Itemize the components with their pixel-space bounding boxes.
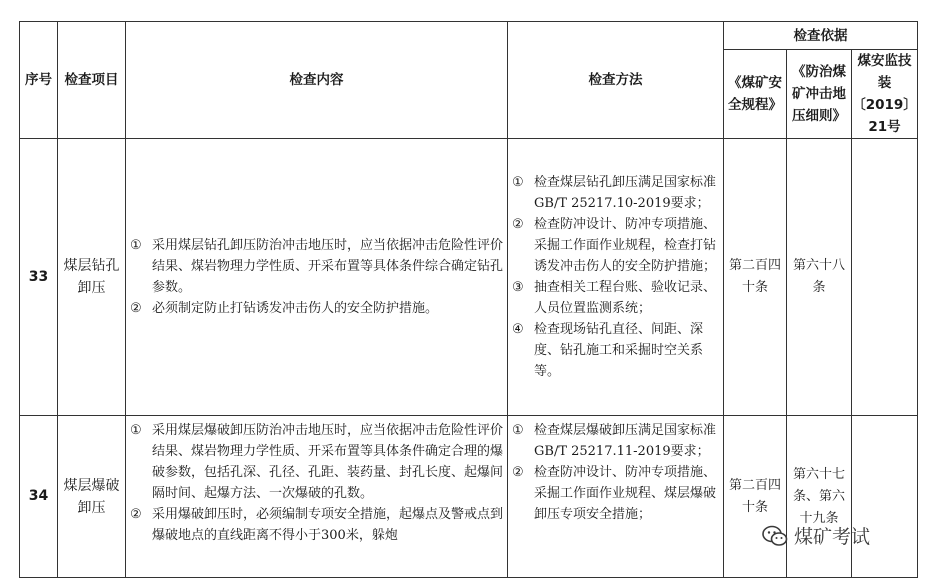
header-content: 检查内容 [126, 22, 508, 139]
row-basis-notice [852, 139, 918, 416]
row-basis-rules: 第六十七条、第六十九条 [787, 416, 852, 578]
list-item [512, 172, 719, 214]
list-marker: ① [512, 423, 524, 438]
row-item: 煤层钻孔卸压 [58, 139, 126, 416]
row-seq: 34 [20, 416, 58, 578]
row-basis-regulation: 第二百四十条 [724, 416, 787, 578]
list-text: 必须制定防止打钻诱发冲击伤人的安全防护措施。 [152, 301, 439, 316]
list-marker: ① [512, 175, 524, 190]
table-row [20, 416, 918, 578]
table-row [20, 139, 918, 416]
inspection-table [19, 21, 918, 578]
list-text: 采用爆破卸压时，必须编制专项安全措施，起爆点及警戒点到爆破地点的直线距离不得小于300米，躲炮 [152, 507, 504, 543]
header-basis-rules: 《防治煤矿冲击地压细则》 [787, 50, 852, 139]
row-basis-regulation: 第二百四十条 [724, 139, 787, 416]
list-text: 检查煤层钻孔卸压满足国家标准GB/T 25217.10-2019要求； [534, 175, 717, 211]
list-text: 检查现场钻孔直径、间距、深度、钻孔施工和采掘时空关系等。 [534, 322, 704, 379]
header-basis-notice: 煤安监技装〔2019〕21号 [852, 50, 918, 139]
list-item [130, 298, 503, 319]
row-content [126, 416, 508, 578]
list-text: 检查防冲设计、防冲专项措施、采掘工作面作业规程，检查打钻诱发冲击伤人的安全防护措施； [534, 217, 717, 274]
list-marker: ③ [512, 280, 524, 295]
list-text: 检查防冲设计、防冲专项措施、采掘工作面作业规程、煤层爆破卸压专项安全措施； [534, 465, 717, 522]
row-seq: 33 [20, 139, 58, 416]
list-text: 采用煤层钻孔卸压防治冲击地压时，应当依据冲击危险性评价结果、煤岩物理力学性质、开采布置等具体条件综合确定钻孔参数。 [152, 238, 504, 295]
list-marker: ④ [512, 322, 524, 337]
header-seq: 序号 [20, 22, 58, 139]
header-item: 检查项目 [58, 22, 126, 139]
row-method [508, 139, 724, 416]
watermark [762, 522, 870, 549]
row-basis-rules: 第六十八条 [787, 139, 852, 416]
header-method: 检查方法 [508, 22, 724, 139]
header-basis-regulation: 《煤矿安全规程》 [724, 50, 787, 139]
list-item [512, 462, 719, 525]
row-content [126, 139, 508, 416]
row-item: 煤层爆破卸压 [58, 416, 126, 578]
list-marker: ① [130, 238, 142, 253]
list-marker: ② [130, 507, 142, 522]
list-item [512, 214, 719, 277]
list-item [130, 420, 503, 504]
watermark-text: 煤矿考试 [794, 526, 871, 548]
list-marker: ② [512, 217, 524, 232]
list-text: 抽查相关工程台账、验收记录、人员位置监测系统； [534, 280, 717, 316]
list-text: 采用煤层爆破卸压防治冲击地压时，应当依据冲击危险性评价结果、煤岩物理力学性质、开采布置等具体条件确定合理的爆破参数，包括孔深、孔径、孔距、装药量、封孔长度、起爆间隔时间、起爆方法、一次爆破的孔数。 [152, 423, 504, 501]
list-item [512, 277, 719, 319]
row-method [508, 416, 724, 578]
wechat-icon [762, 525, 788, 547]
row-basis-notice [852, 416, 918, 578]
list-item [130, 235, 503, 298]
list-text: 检查煤层爆破卸压满足国家标准GB/T 25217.11-2019要求； [534, 423, 717, 459]
header-basis: 检查依据 [724, 22, 918, 50]
list-marker: ② [512, 465, 524, 480]
list-item [512, 420, 719, 462]
list-marker: ② [130, 301, 142, 316]
list-marker: ① [130, 423, 142, 438]
list-item [512, 319, 719, 382]
list-item [130, 504, 503, 546]
